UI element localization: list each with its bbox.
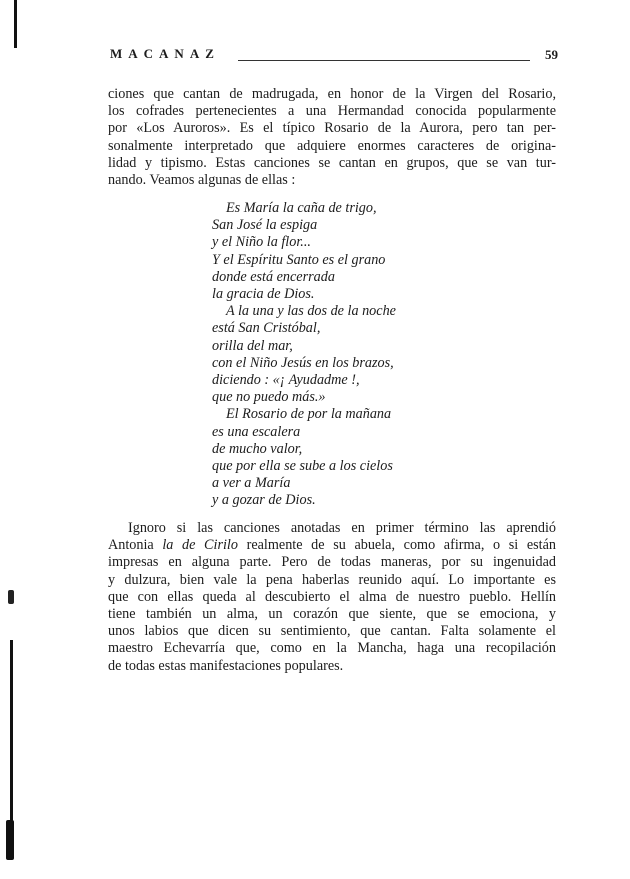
page-edge-mark	[6, 820, 14, 860]
verse-line: a ver a María	[212, 475, 291, 492]
text-line: sonalmente interpretado que adquiere enormes caracteres de origina-	[108, 137, 556, 154]
header-rule	[238, 60, 530, 61]
page-edge-mark	[10, 640, 13, 840]
verse-line: la gracia de Dios.	[212, 286, 315, 303]
verse-line: Y el Espíritu Santo es el grano	[212, 251, 386, 268]
text-line: Ignoro si las canciones anotadas en primer término las aprendió	[128, 520, 556, 536]
verse-line: es una escalera	[212, 423, 301, 440]
running-header	[110, 46, 558, 68]
text-line: y dulzura, bien vale la pena haberlas reunido aquí. Lo importante es	[108, 571, 556, 588]
verse-line: El Rosario de por la mañana	[226, 406, 392, 423]
text-line: unos labios que dicen su sentimiento, que cantan. Falta solamente el	[108, 623, 556, 640]
text-line: ciones que cantan de madrugada, en honor de la Virgen del Rosario,	[108, 86, 556, 102]
verse-line: y el Niño la flor...	[212, 234, 311, 251]
verse-line: diciendo : «¡ Ayudadme !,	[212, 372, 360, 389]
verse-line: orilla del mar,	[212, 337, 293, 354]
verse-line: y a gozar de Dios.	[212, 492, 316, 509]
text-line: impresas en alguna parte. Pero de todas maneras, por su ingenuidad	[108, 554, 556, 571]
text-line: maestro Echevarría que, como en la Mancha, haga una recopilación	[108, 640, 556, 657]
text-line: los cofrades pertenecientes a una Hermandad conocida popularmente	[108, 103, 556, 120]
verse-line: que no puedo más.»	[212, 389, 326, 406]
page-number: 59	[545, 47, 558, 62]
text-line: que con ellas queda al descubierto el alma de nuestro pueblo. Hellín	[108, 588, 556, 605]
header-title: MACANAZ	[110, 46, 220, 61]
text-line: tiene también un alma, un corazón que siente, que se emociona, y	[108, 606, 556, 623]
verse-line: Es María la caña de trigo,	[226, 200, 377, 216]
verse-line: de mucho valor,	[212, 440, 303, 457]
text-line: de todas estas manifestaciones populares.	[108, 657, 344, 674]
verse-line: que por ella se sube a los cielos	[212, 458, 393, 475]
page-edge-mark	[8, 590, 14, 604]
text-line	[108, 537, 556, 554]
verse-line: San José la espiga	[212, 217, 318, 234]
verse-line: donde está encerrada	[212, 268, 335, 285]
text-fragment: Antonia	[108, 537, 163, 554]
text-line: lidad y tipismo. Estas canciones se cantan en grupos, que se van tur-	[108, 154, 556, 171]
text-fragment: realmente de su abuela, como afirma, o si están	[237, 537, 556, 554]
italic-name: la de Cirilo	[162, 537, 238, 554]
text-line: nando. Veamos algunas de ellas :	[108, 172, 296, 189]
paragraph-2	[108, 520, 556, 675]
page-edge-mark	[14, 0, 17, 48]
paragraph-1	[108, 86, 556, 189]
verse-line: está San Cristóbal,	[212, 320, 321, 337]
verse-block	[212, 200, 452, 510]
verse-line: A la una y las dos de la noche	[226, 303, 396, 320]
text-line: por «Los Auroros». Es el típico Rosario de la Aurora, pero tan per-	[108, 120, 556, 137]
verse-line: con el Niño Jesús en los brazos,	[212, 354, 394, 371]
